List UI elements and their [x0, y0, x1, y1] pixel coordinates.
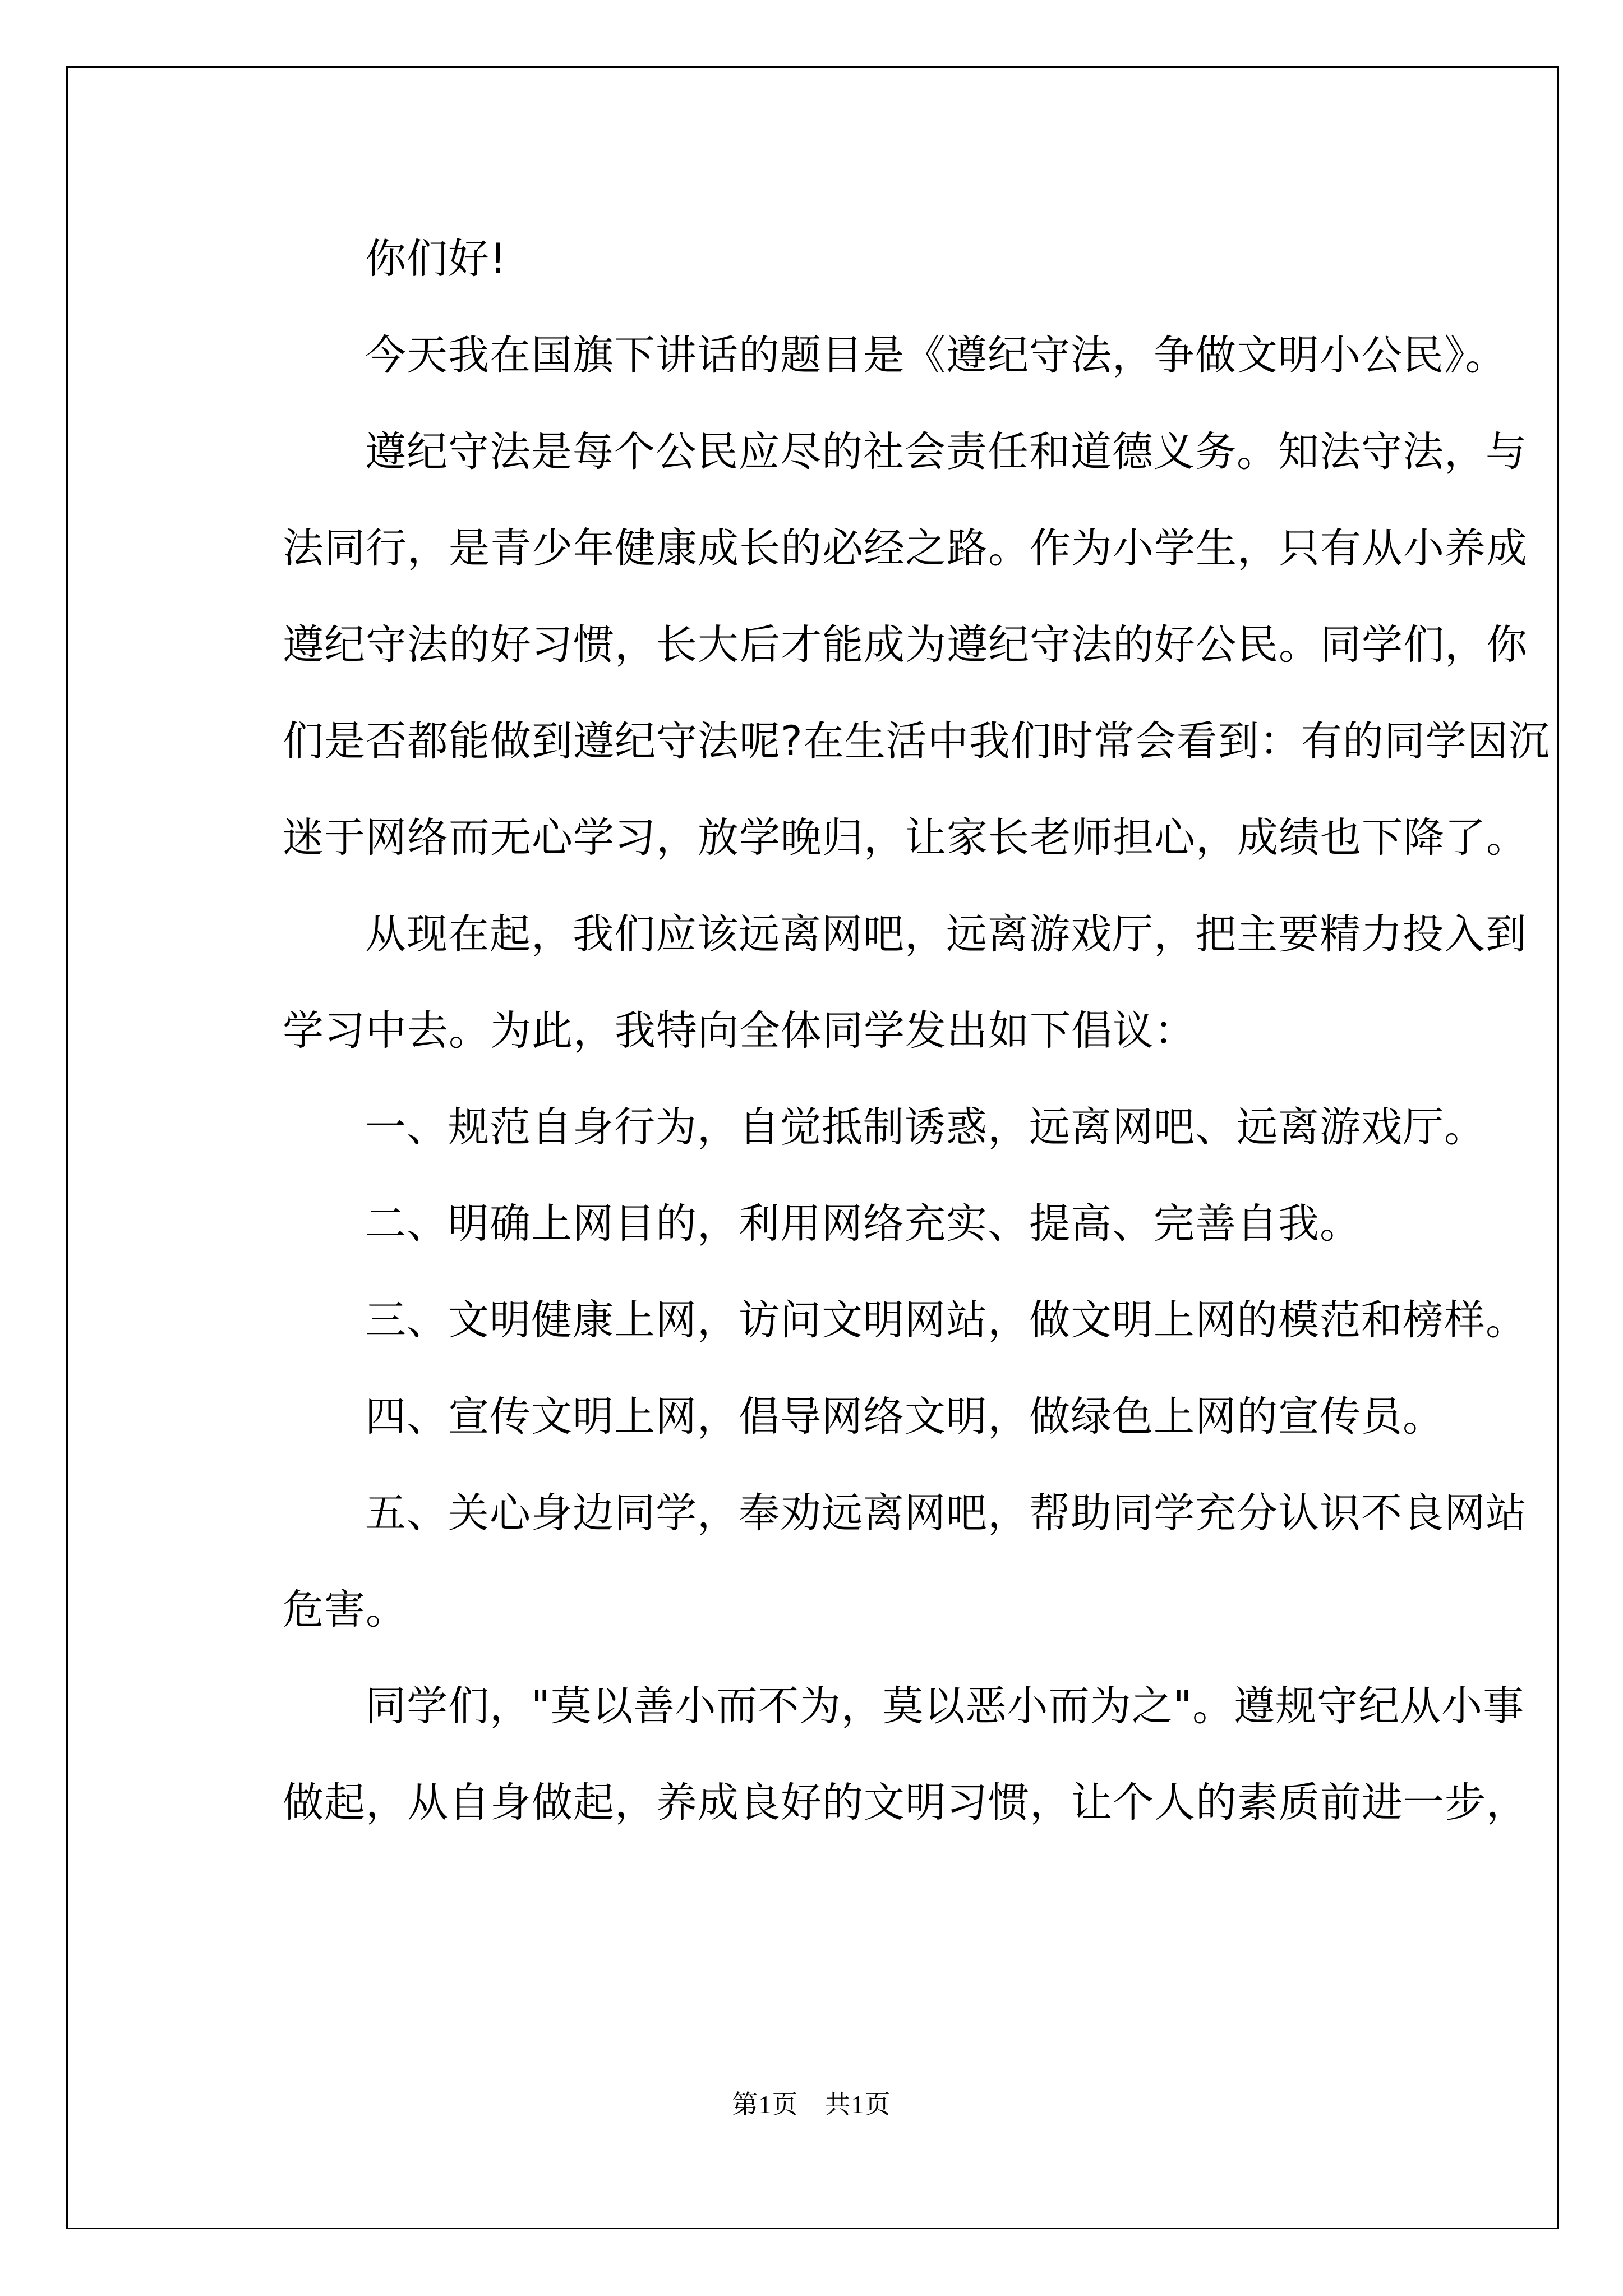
proposal-item-3	[200, 1272, 1527, 1369]
text-line: 们是否都能做到遵纪守法呢?在生活中我们时常会看到：有的同学因沉	[283, 717, 1550, 765]
text-line: 一、规范自身行为，自觉抵制诱惑，远离网吧、远离游戏厅。	[365, 1103, 1486, 1151]
page-footer: 第1页 共1页	[732, 2090, 891, 2119]
text-line: 遵纪守法的好习惯，长大后才能成为遵纪守法的好公民。同学们，你	[283, 621, 1528, 669]
paragraph-proposal-intro	[200, 886, 1527, 1079]
text-line: 四、宣传文明上网，倡导网络文明，做绿色上网的宣传员。	[365, 1393, 1444, 1441]
text-line: 同学们，"莫以善小而不为，莫以恶小而为之"。遵规守纪从小事	[365, 1682, 1525, 1730]
text-line: 迷于网络而无心学习，放学晚归，让家长老师担心，成绩也下降了。	[283, 814, 1528, 862]
text-line: 学习中去。为此，我特向全体同学发出如下倡议：	[283, 1007, 1196, 1055]
text-line: 遵纪守法是每个公民应尽的社会责任和道德义务。知法守法，与	[365, 428, 1527, 476]
proposal-item-1	[200, 1079, 1486, 1176]
paragraph-closing	[200, 1658, 1528, 1851]
paragraph-greeting	[200, 211, 1427, 307]
text-line: 危害。	[283, 1586, 407, 1634]
text-line: 二、明确上网目的，利用网络充实、提高、完善自我。	[365, 1200, 1361, 1248]
text-line: 五、关心身边同学，奉劝远离网吧，帮助同学充分认识不良网站	[365, 1489, 1527, 1537]
document-body	[200, 211, 1550, 1851]
proposal-item-4	[200, 1369, 1444, 1465]
text-line: 做起，从自身做起，养成良好的文明习惯，让个人的素质前进一步，	[283, 1779, 1528, 1826]
text-line: 你们好!	[365, 235, 507, 283]
proposal-item-2	[200, 1176, 1427, 1272]
text-line: 三、文明健康上网，访问文明网站，做文明上网的模范和榜样。	[365, 1296, 1527, 1344]
paragraph-law-abiding	[200, 404, 1550, 886]
text-line: 从现在起，我们应该远离网吧，远离游戏厅，把主要精力投入到	[365, 910, 1527, 958]
text-line: 法同行，是青少年健康成长的必经之路。作为小学生，只有从小养成	[283, 524, 1528, 572]
text-line: 今天我在国旗下讲话的题目是《遵纪守法，争做文明小公民》。	[365, 332, 1507, 379]
paragraph-topic	[200, 307, 1507, 404]
proposal-item-5	[200, 1465, 1527, 1658]
